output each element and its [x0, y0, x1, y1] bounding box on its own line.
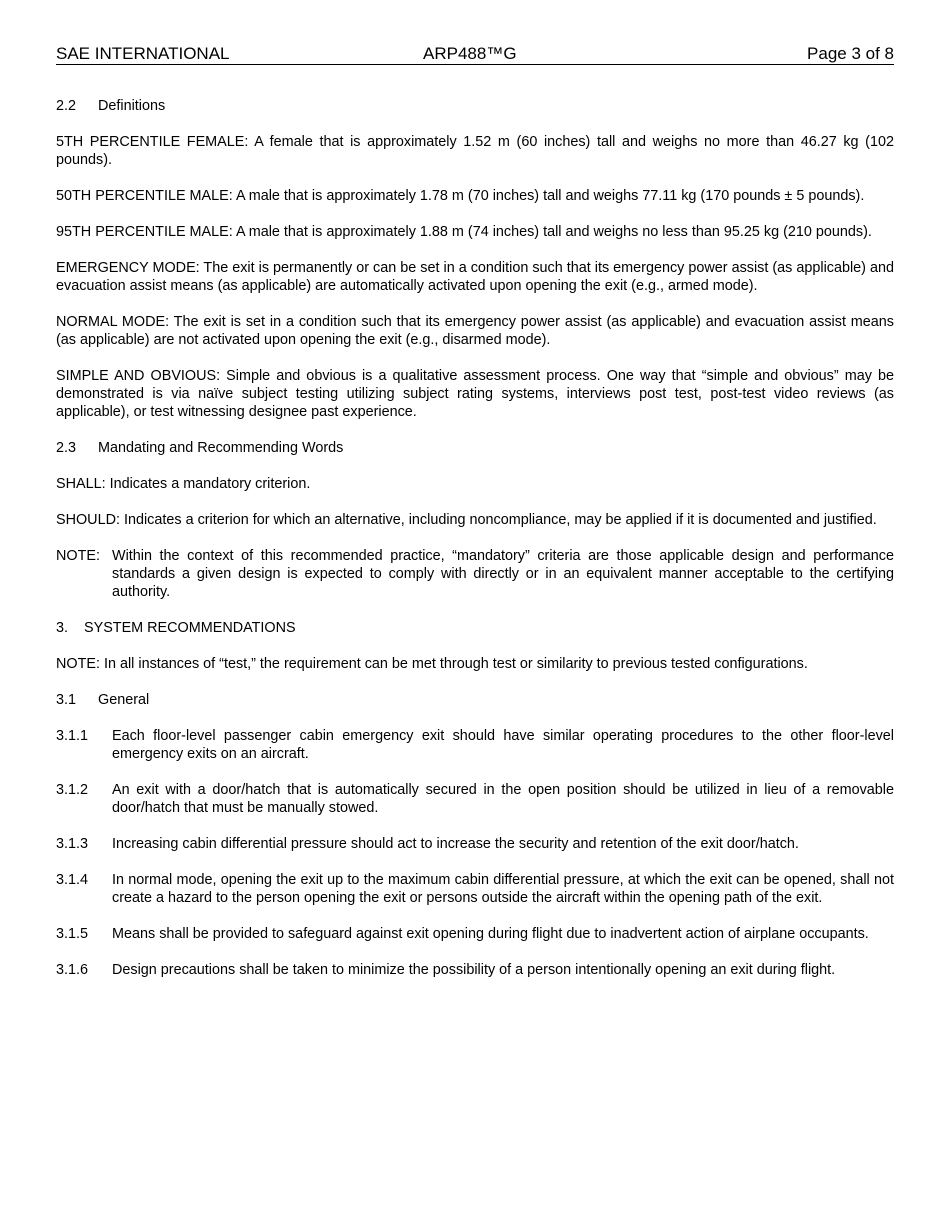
section-heading-2-3: [56, 439, 894, 457]
list-item-3-1-3: [56, 835, 894, 853]
section-number: 2.2: [56, 98, 77, 114]
definition-5th-percentile-female: 5TH PERCENTILE FEMALE: A female that is approximately 1.52 m (60 inches) tall and weighs no more than 46.27 kg (102 pounds).: [56, 134, 894, 168]
section-title: SYSTEM RECOMMENDATIONS: [84, 620, 296, 636]
section-title: Definitions: [98, 98, 166, 114]
list-item-3-1-1: [56, 727, 894, 763]
section-heading-3: [56, 619, 894, 637]
definition-simple-and-obvious: SIMPLE AND OBVIOUS: Simple and obvious is a qualitative assessment process. One way that “simple and obvious” may be demonstrated is via naïve subject testing utilizing subject rating systems, interviews post test, post-test video reviews (as applicable), or test witnessing designee past experience.: [56, 368, 894, 420]
item-text: Design precautions shall be taken to minimize the possibility of a person intentionally opening an exit during flight.: [112, 962, 836, 978]
item-text: An exit with a door/hatch that is automatically secured in the open position should be utilized in lieu of a removable door/hatch that must be manually stowed.: [112, 782, 894, 816]
section-number: 3.1: [56, 692, 77, 708]
definition-emergency-mode: EMERGENCY MODE: The exit is permanently or can be set in a condition such that its emergency power assist (as applicable) and evacuation assist means (as applicable) are automatically activated upon opening the exit (e.g., armed mode).: [56, 260, 894, 294]
section-heading-3-1: [56, 691, 894, 709]
section-heading-2-2: [56, 97, 894, 115]
item-number: 3.1.6: [56, 962, 89, 978]
item-number: 3.1.2: [56, 782, 89, 798]
note-test: NOTE: In all instances of “test,” the requirement can be met through test or similarity to previous tested configurations.: [56, 656, 808, 672]
item-number: 3.1.5: [56, 926, 89, 942]
section-title: Mandating and Recommending Words: [98, 440, 344, 456]
item-number: 3.1.1: [56, 728, 89, 744]
header-page-number: Page 3 of 8: [807, 44, 894, 63]
definition-50th-percentile-male: 50TH PERCENTILE MALE: A male that is approximately 1.78 m (70 inches) tall and weighs 77.11 kg (170 pounds ± 5 pounds).: [56, 188, 865, 204]
definition-shall: SHALL: Indicates a mandatory criterion.: [56, 476, 311, 492]
definition-95th-percentile-male: 95TH PERCENTILE MALE: A male that is approximately 1.88 m (74 inches) tall and weighs no less than 95.25 kg (210 pounds).: [56, 224, 872, 240]
section-title: General: [98, 692, 150, 708]
definition-should: SHOULD: Indicates a criterion for which an alternative, including noncompliance, may be applied if it is documented and justified.: [56, 512, 877, 528]
section-number: 2.3: [56, 440, 77, 456]
note-text: Within the context of this recommended practice, “mandatory” criteria are those applicable design and performance standards a given design is expected to comply with directly or in an equivalent manner acceptable to the certifying authority.: [112, 548, 894, 600]
item-text: Each floor-level passenger cabin emergency exit should have similar operating procedures to the other floor-level emergency exits on an aircraft.: [112, 728, 894, 762]
note-label: NOTE:: [56, 548, 100, 564]
item-text: In normal mode, opening the exit up to the maximum cabin differential pressure, at which the exit can be opened, shall not create a hazard to the person opening the exit or persons outside the aircraft within the opening path of the exit.: [112, 872, 894, 906]
item-text: Increasing cabin differential pressure should act to increase the security and retention of the exit door/hatch.: [112, 836, 799, 852]
definition-normal-mode: NORMAL MODE: The exit is set in a condition such that its emergency power assist (as applicable) and evacuation assist means (as applicable) are not activated upon opening the exit (e.g., disarmed mode).: [56, 314, 894, 348]
list-item-3-1-5: [56, 925, 894, 943]
list-item-3-1-2: [56, 781, 894, 817]
document-body: [56, 97, 894, 997]
list-item-3-1-4: [56, 871, 894, 907]
item-text: Means shall be provided to safeguard against exit opening during flight due to inadvertent action of airplane occupants.: [112, 926, 869, 942]
header-org: SAE INTERNATIONAL: [56, 44, 230, 63]
list-item-3-1-6: [56, 961, 894, 979]
section-number: 3.: [56, 620, 69, 636]
note-mandatory: [56, 547, 894, 601]
page-header: [56, 44, 894, 65]
item-number: 3.1.3: [56, 836, 89, 852]
item-number: 3.1.4: [56, 872, 89, 888]
header-doc-id: ARP488™G: [423, 44, 517, 63]
